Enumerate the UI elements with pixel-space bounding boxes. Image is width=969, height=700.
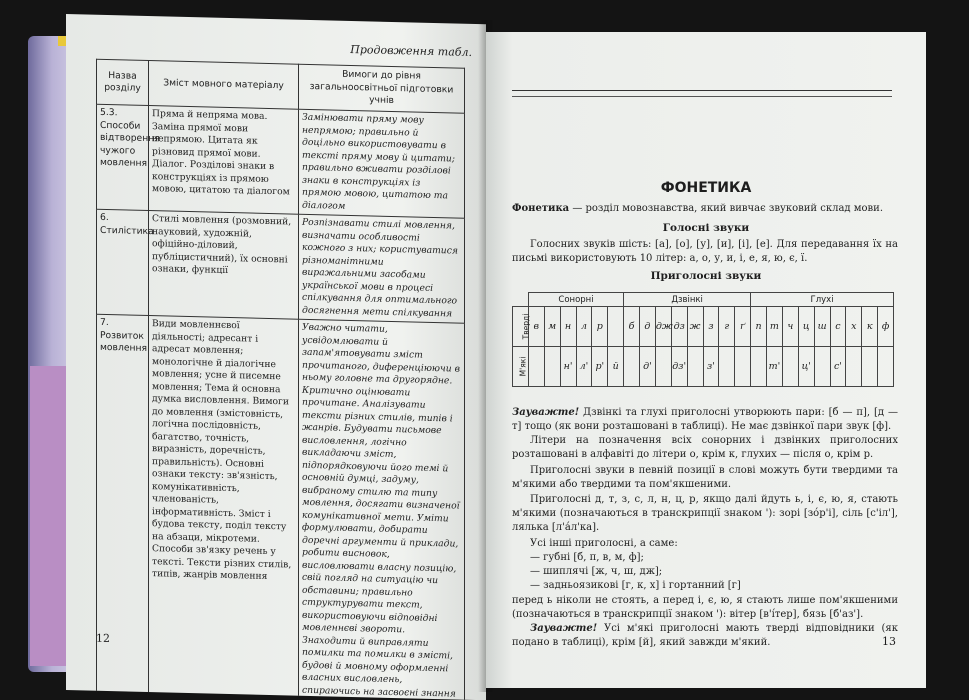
consonant-cell: п (751, 307, 767, 347)
content-cell: Пряма й непряма мова. Заміна прямої мови непрямою. Цитата як різновид прямої мови. Діалог. Розділові знаки в конструкціях із прямою мовою, цитатою та діалогом (149, 106, 299, 215)
letters-paragraph: Літери на позначення всіх сонорних і дзвінких приголосних розташовані в алфавіті до літери о, крім к, глухих — після о, крім р. (512, 435, 898, 461)
consonant-cell: д' (640, 347, 656, 387)
section-cell: 5.3. Способи відтворення чужого мовлення (97, 104, 149, 210)
articulation-list (512, 551, 898, 594)
row-label-soft-text: М'які (518, 356, 528, 377)
group-sonorant: Сонорні (528, 293, 623, 307)
list-item: — губні [б, п, в, м, ф]; (530, 552, 644, 563)
consonant-cell: ц' (798, 347, 814, 387)
consonant-cell: дж (655, 307, 671, 347)
requirements-cell: Замінювати пряму мову непрямою; правильно й доцільно використовувати в тексті пряму мову й цитати; правильно вживати розділові знаки в конструкціях із прямою мовою, цитатою та діалогом (299, 109, 465, 218)
consonant-cell: з (703, 307, 719, 347)
content-cell: Стилі мовлення (розмовний, науковий, художній, офіційно-діловий, публіцистичний), їх основні ознаки, функції (149, 211, 299, 320)
requirements-cell: Розпізнавати стилі мовлення, визначати особливості кожного з них; користуватися різноманітними виражальними засобами української мови в процесі спілкування для оптимального досягнення мети спілкування (299, 214, 465, 323)
table-row (97, 314, 465, 700)
note-2-text: Усі м'які приголосні мають тверді відповідники (як подано в таблиці), крім [й], який завжди м'який. (512, 623, 898, 649)
consonants-heading: Приголосні звуки (650, 270, 762, 282)
consonant-cell: х (846, 307, 862, 347)
section-cell: 6. Стилістика (97, 209, 149, 315)
col-header-section: Назва розділу (97, 59, 149, 105)
consonant-cell (878, 347, 894, 387)
row-label-hard-text: Тверді (521, 313, 531, 340)
consonant-cell: в (528, 307, 544, 347)
consonant-cell: м (544, 307, 560, 347)
positions-paragraph: Приголосні звуки в певній позиції в слові можуть бути твердими та м'якими або твердими та пом'якшеними. (512, 465, 898, 491)
requirements-table (96, 59, 465, 700)
col-header-requirements: Вимоги до рівня загальноосвітньої підготовки учнів (299, 64, 465, 113)
consonant-cell: ц (798, 307, 814, 347)
consonant-cell: л (576, 307, 592, 347)
note-1-text: Дзвінкі та глухі приголосні утворюють пари: [б — п], [д — т] тощо (як вони розташовані в таблиці). Не має дзвінкої пари звук [ф]. (512, 407, 898, 433)
consonant-cell (751, 347, 767, 387)
consonant-cell: дз' (671, 347, 687, 387)
vowels-heading: Голосні звуки (662, 222, 750, 234)
consonant-cell: ж (687, 307, 703, 347)
vowels-text: Голосних звуків шість: [а], [о], [у], [и], [і], [е]. Для передавання їх на письмі використовують 10 літер: а, о, у, и, і, е, я, ю, є, ї. (512, 239, 898, 265)
list-item: — шиплячі [ж, ч, ш, дж]; (530, 566, 663, 578)
consonant-cell: с' (830, 347, 846, 387)
consonant-cell: ш (814, 307, 830, 347)
consonant-cell: з' (703, 347, 719, 387)
header-rule-thin (512, 96, 892, 97)
consonant-cell: н (560, 307, 576, 347)
hard-row (513, 307, 894, 347)
consonant-cell (862, 347, 878, 387)
others-paragraph: Усі інші приголосні, а саме: (530, 538, 678, 549)
col-header-content: Зміст мовного матеріалу (149, 61, 299, 110)
consonant-cell: к (862, 307, 878, 347)
page-number-right: 13 (882, 635, 896, 648)
softened-paragraph: Приголосні д, т, з, с, л, н, ц, р, якщо далі йдуть ь, і, є, ю, я, стають м'якими (позначаються в транскрипції знаком '): зорі [зо́р'і], сіль [с'іл'], лялька [л'а́л'ка]. (512, 494, 898, 534)
note-2 (512, 622, 898, 650)
note-1-label: Зауважте! (512, 407, 580, 418)
consonant-cell (655, 347, 671, 387)
group-voiced: Дзвінкі (624, 293, 751, 307)
consonant-cell: дз (671, 307, 687, 347)
consonant-cell (719, 347, 735, 387)
before-paragraph: перед ь ніколи не стоять, а перед і, є, ю, я стають лише пом'якшеними (позначаються в транскрипції знаком '): вітер [в'і́тер], бязь [б'аз']. (512, 595, 898, 621)
consonant-cell: д (640, 307, 656, 347)
consonant-cell: т (767, 307, 783, 347)
consonant-cell: н' (560, 347, 576, 387)
consonant-cell (624, 347, 640, 387)
consonant-cell: б (624, 307, 640, 347)
consonant-cell: с (830, 307, 846, 347)
consonant-cell (544, 347, 560, 387)
consonant-cell (846, 347, 862, 387)
content-cell: Види мовленнєвої діяльності; адресант і адресат мовлення; монологічне й діалогічне мовлення; усне й писемне мовлення; Тема й основна думка висловлення. Вимоги до мовлення (змістовність, логічна послідовність, багатство, точність, виразність, доречність, правильність). Основні ознаки тексту: зв'язність, комунікативність, членованість, інформативність. Зміст і будова тексту, поділ тексту на абзаци, мікротеми. Способи зв'язку речень у тексті. Тексти різних стилів, типів, жанрів мовлення (149, 316, 299, 700)
list-item: — задньоязикові [г, к, х] і гортанний [г] (530, 580, 741, 592)
table-row (97, 104, 465, 218)
definition-term: Фонетика (512, 203, 570, 214)
note-1 (512, 406, 898, 434)
row-label-hard (513, 307, 529, 347)
header-rule (512, 90, 892, 91)
group-voiceless: Глухі (751, 293, 894, 307)
continued-table-label: Продовження табл. (350, 42, 472, 59)
row-label-soft (513, 347, 529, 387)
requirements-cell: Уважно читати, усвідомлювати й запам'ятовувати зміст прочитаного, диференціюючи в ньому головне та другорядне. Критично оцінювати прочитане. Аналізувати тексти різних стилів, типів і жанрів. Будувати письмове висловлення, логічно викладаючи зміст, підпорядковуючи його темі й основній думці, задуму, вибраному стилю та типу мовлення, досягати визначеної комунікативної мети. Уміти формулювати, добирати доречні аргументи й приклади, робити висновок, висловлювати власну позицію, свій погляд на ситуацію чи обставини; правильно структурувати текст, використовуючи відповідні мовленнєві звороти. Знаходити й виправляти помилки та помилки в змісті, будові й мовному оформленні власних висловлень, спираючись на засвоєні знання (299, 319, 465, 700)
consonant-cell (814, 347, 830, 387)
consonant-cell (687, 347, 703, 387)
consonant-cell: т' (767, 347, 783, 387)
definition-text: — розділ мовознавства, який вивчає звуковий склад мови. (569, 203, 884, 214)
consonant-cell (782, 347, 798, 387)
right-page (486, 32, 926, 688)
section-title: ФОНЕТИКА (660, 180, 752, 196)
note-2-label: Зауважте! (530, 623, 598, 634)
consonant-cell (528, 347, 544, 387)
definition (512, 202, 898, 216)
consonant-cell (608, 307, 624, 347)
left-page (66, 14, 486, 700)
group-header-row (513, 293, 894, 307)
consonant-cell: р' (592, 347, 608, 387)
consonant-cell: ф (878, 307, 894, 347)
consonant-cell: й (608, 347, 624, 387)
consonant-cell: л' (576, 347, 592, 387)
consonant-cell (735, 347, 751, 387)
table-row (97, 209, 465, 323)
consonant-cell: р (592, 307, 608, 347)
consonant-cell: ґ (735, 307, 751, 347)
consonant-cell: ч (782, 307, 798, 347)
soft-row (513, 347, 894, 387)
consonant-cell: г (719, 307, 735, 347)
section-cell: 7. Розвиток мовлення (97, 314, 149, 695)
consonants-table (512, 292, 894, 387)
page-number-left: 12 (96, 631, 110, 646)
